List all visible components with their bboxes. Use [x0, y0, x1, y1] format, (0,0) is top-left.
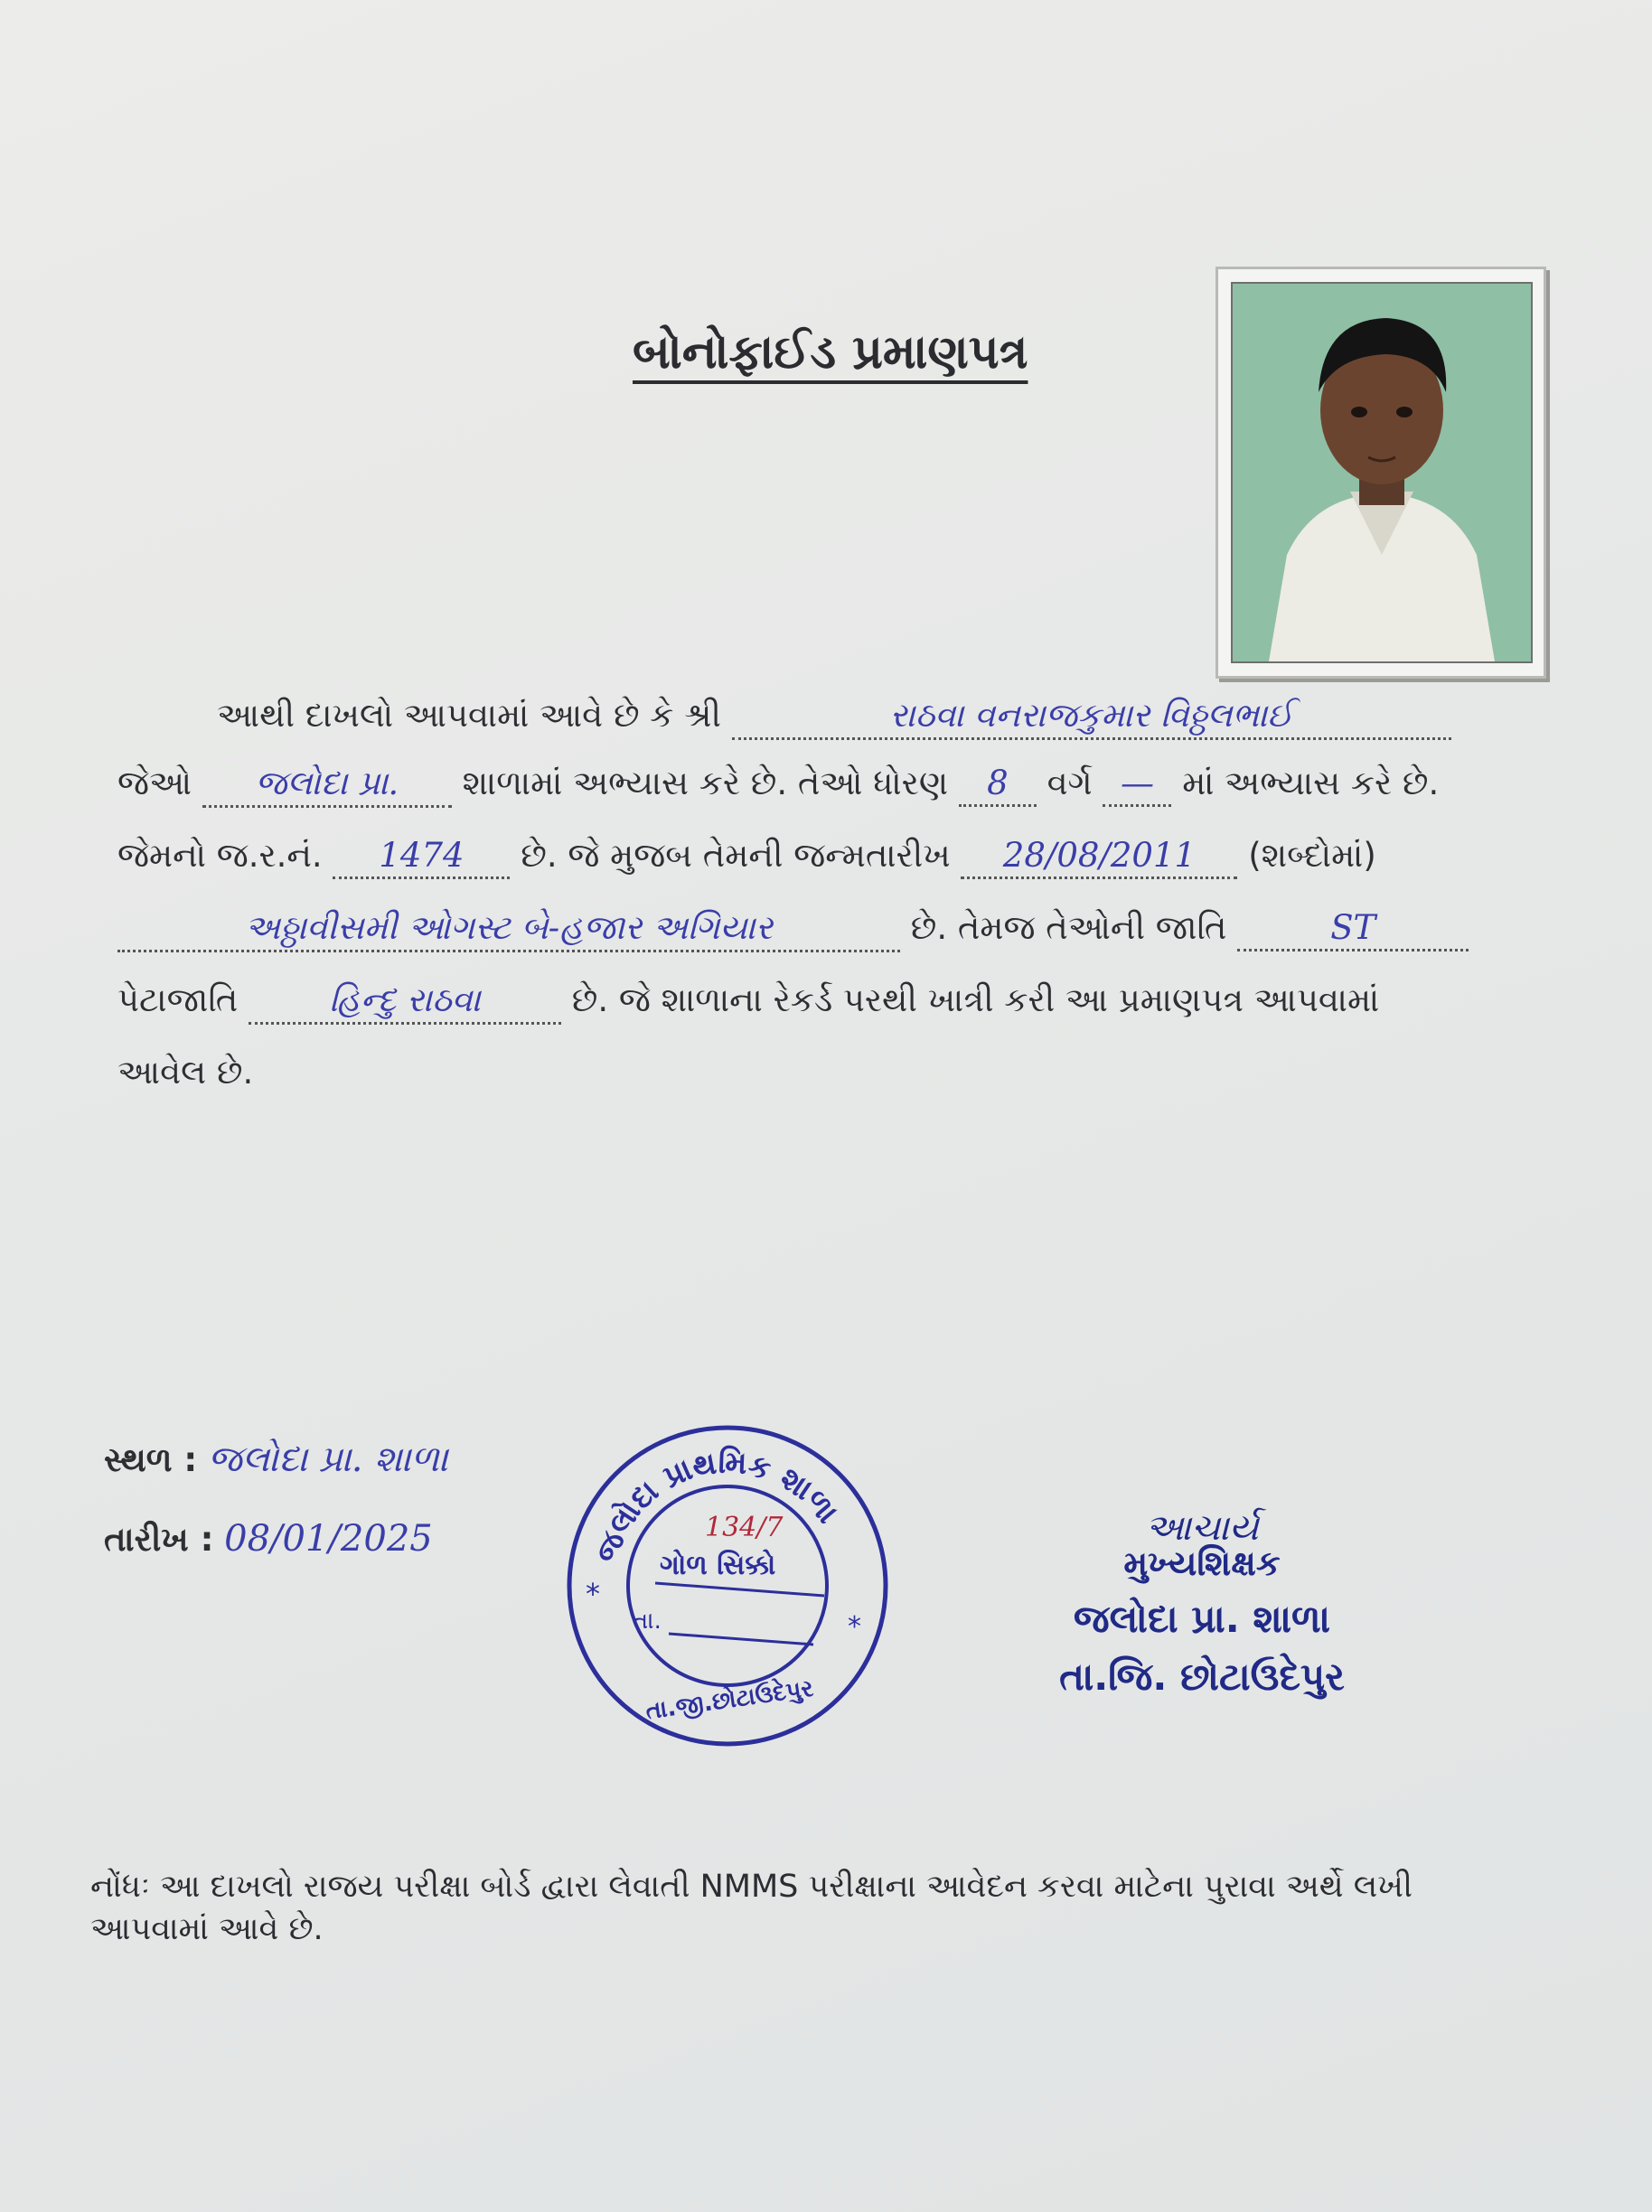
- stamp-seal: [560, 1419, 895, 1753]
- stamp-label: ગોળ સિક્કો: [660, 1550, 776, 1581]
- gr-number-field: 1474: [333, 836, 510, 879]
- date-value: 08/01/2025: [224, 1518, 433, 1560]
- place-value: જલોદા પ્રા. શાળા: [208, 1439, 448, 1480]
- student-photo-illustration: [1233, 284, 1531, 661]
- note-line-2: આપવામાં આવે છે.: [90, 1911, 324, 1947]
- body-line-2: [117, 764, 1439, 808]
- student-photo: [1231, 282, 1533, 663]
- school-stamp: [560, 1419, 895, 1753]
- student-name-field: રાઠવા વનરાજકુમાર વિઠ્ઠલભાઈ: [732, 696, 1451, 740]
- dob-words-field: અઠ્ઠાવીસમી ઓગસ્ટ બે-હજાર અગિયાર: [117, 908, 900, 952]
- body-line-5: [117, 980, 1379, 1025]
- stamp-star-right-icon: *: [848, 1611, 861, 1643]
- place-row: [104, 1439, 448, 1480]
- line4-mid: છે. તેમજ તેઓની જાતિ: [910, 908, 1227, 947]
- signature-block: [1012, 1507, 1392, 1700]
- stamp-ta: તા.: [633, 1607, 662, 1635]
- signature-handwritten: આચાર્ય: [1145, 1507, 1259, 1549]
- line2-mid: શાળામાં અભ્યાસ કરે છે. તેઓ ધોરણ: [462, 764, 949, 802]
- stamp-star-left-icon: *: [586, 1577, 600, 1611]
- line2-suffix: માં અભ્યાસ કરે છે.: [1182, 764, 1440, 802]
- student-photo-frame: [1216, 267, 1546, 679]
- line5-suffix: છે. જે શાળાના રેકર્ડ પરથી ખાત્રી કરી આ પ્રમાણપત્ર આપવામાં: [571, 980, 1380, 1019]
- standard-field: 8: [959, 764, 1037, 807]
- line3-suffix: (શબ્દોમાં): [1248, 836, 1376, 875]
- signature-designation: મુખ્યશિક્ષક: [1123, 1543, 1281, 1583]
- stamp-ring-text: જલોદા પ્રાથમિક શાળા: [588, 1444, 846, 1568]
- line2-mid2: વર્ગ: [1047, 764, 1093, 802]
- line3-prefix: જેમનો જ.ર.નં.: [117, 836, 323, 875]
- subcaste-field: હિન્દુ રાઠવા: [249, 980, 561, 1025]
- line3-mid: છે. જે મુજબ તેમની જન્મતારીખ: [521, 836, 951, 875]
- date-row: [104, 1518, 433, 1560]
- body-line-3: [117, 836, 1376, 879]
- division-field: —: [1103, 764, 1171, 807]
- line5-prefix: પેટાજાતિ: [117, 980, 239, 1019]
- signature-taluka: તા.જિ. છોટાઉદેપુર: [1059, 1654, 1345, 1699]
- line2-prefix: જેઓ: [117, 764, 192, 802]
- intro-text: આથી દાખલો આપવામાં આવે છે કે શ્રી: [217, 696, 721, 735]
- body-line-6: [117, 1053, 253, 1092]
- line6-text: આવેલ છે.: [117, 1053, 254, 1092]
- place-label: સ્થળ :: [104, 1440, 198, 1479]
- dob-field: 28/08/2011: [961, 836, 1237, 879]
- stamp-number: 134/7: [705, 1512, 784, 1543]
- school-name-field: જલોદા પ્રા.: [202, 764, 452, 808]
- signature-school: જલોદા પ્રા. શાળા: [1073, 1597, 1331, 1641]
- note-line-1: નોંધઃ આ દાખલો રાજય પરીક્ષા બોર્ડ દ્વારા લેવાતી NMMS પરીક્ષાના આવેદન કરવા માટેના પુરાવા અર્થે લખી: [90, 1869, 1413, 1905]
- body-line-4: [117, 908, 1469, 952]
- caste-field: ST: [1237, 908, 1469, 951]
- stamp-bottom-text: તા.જી.છોટાઉદેપુર: [643, 1674, 815, 1726]
- body-line-1: [217, 696, 1451, 740]
- date-label: તારીખ :: [104, 1520, 214, 1559]
- certificate-title: બોનોફાઈડ પ્રમાણપત્ર: [633, 325, 1028, 380]
